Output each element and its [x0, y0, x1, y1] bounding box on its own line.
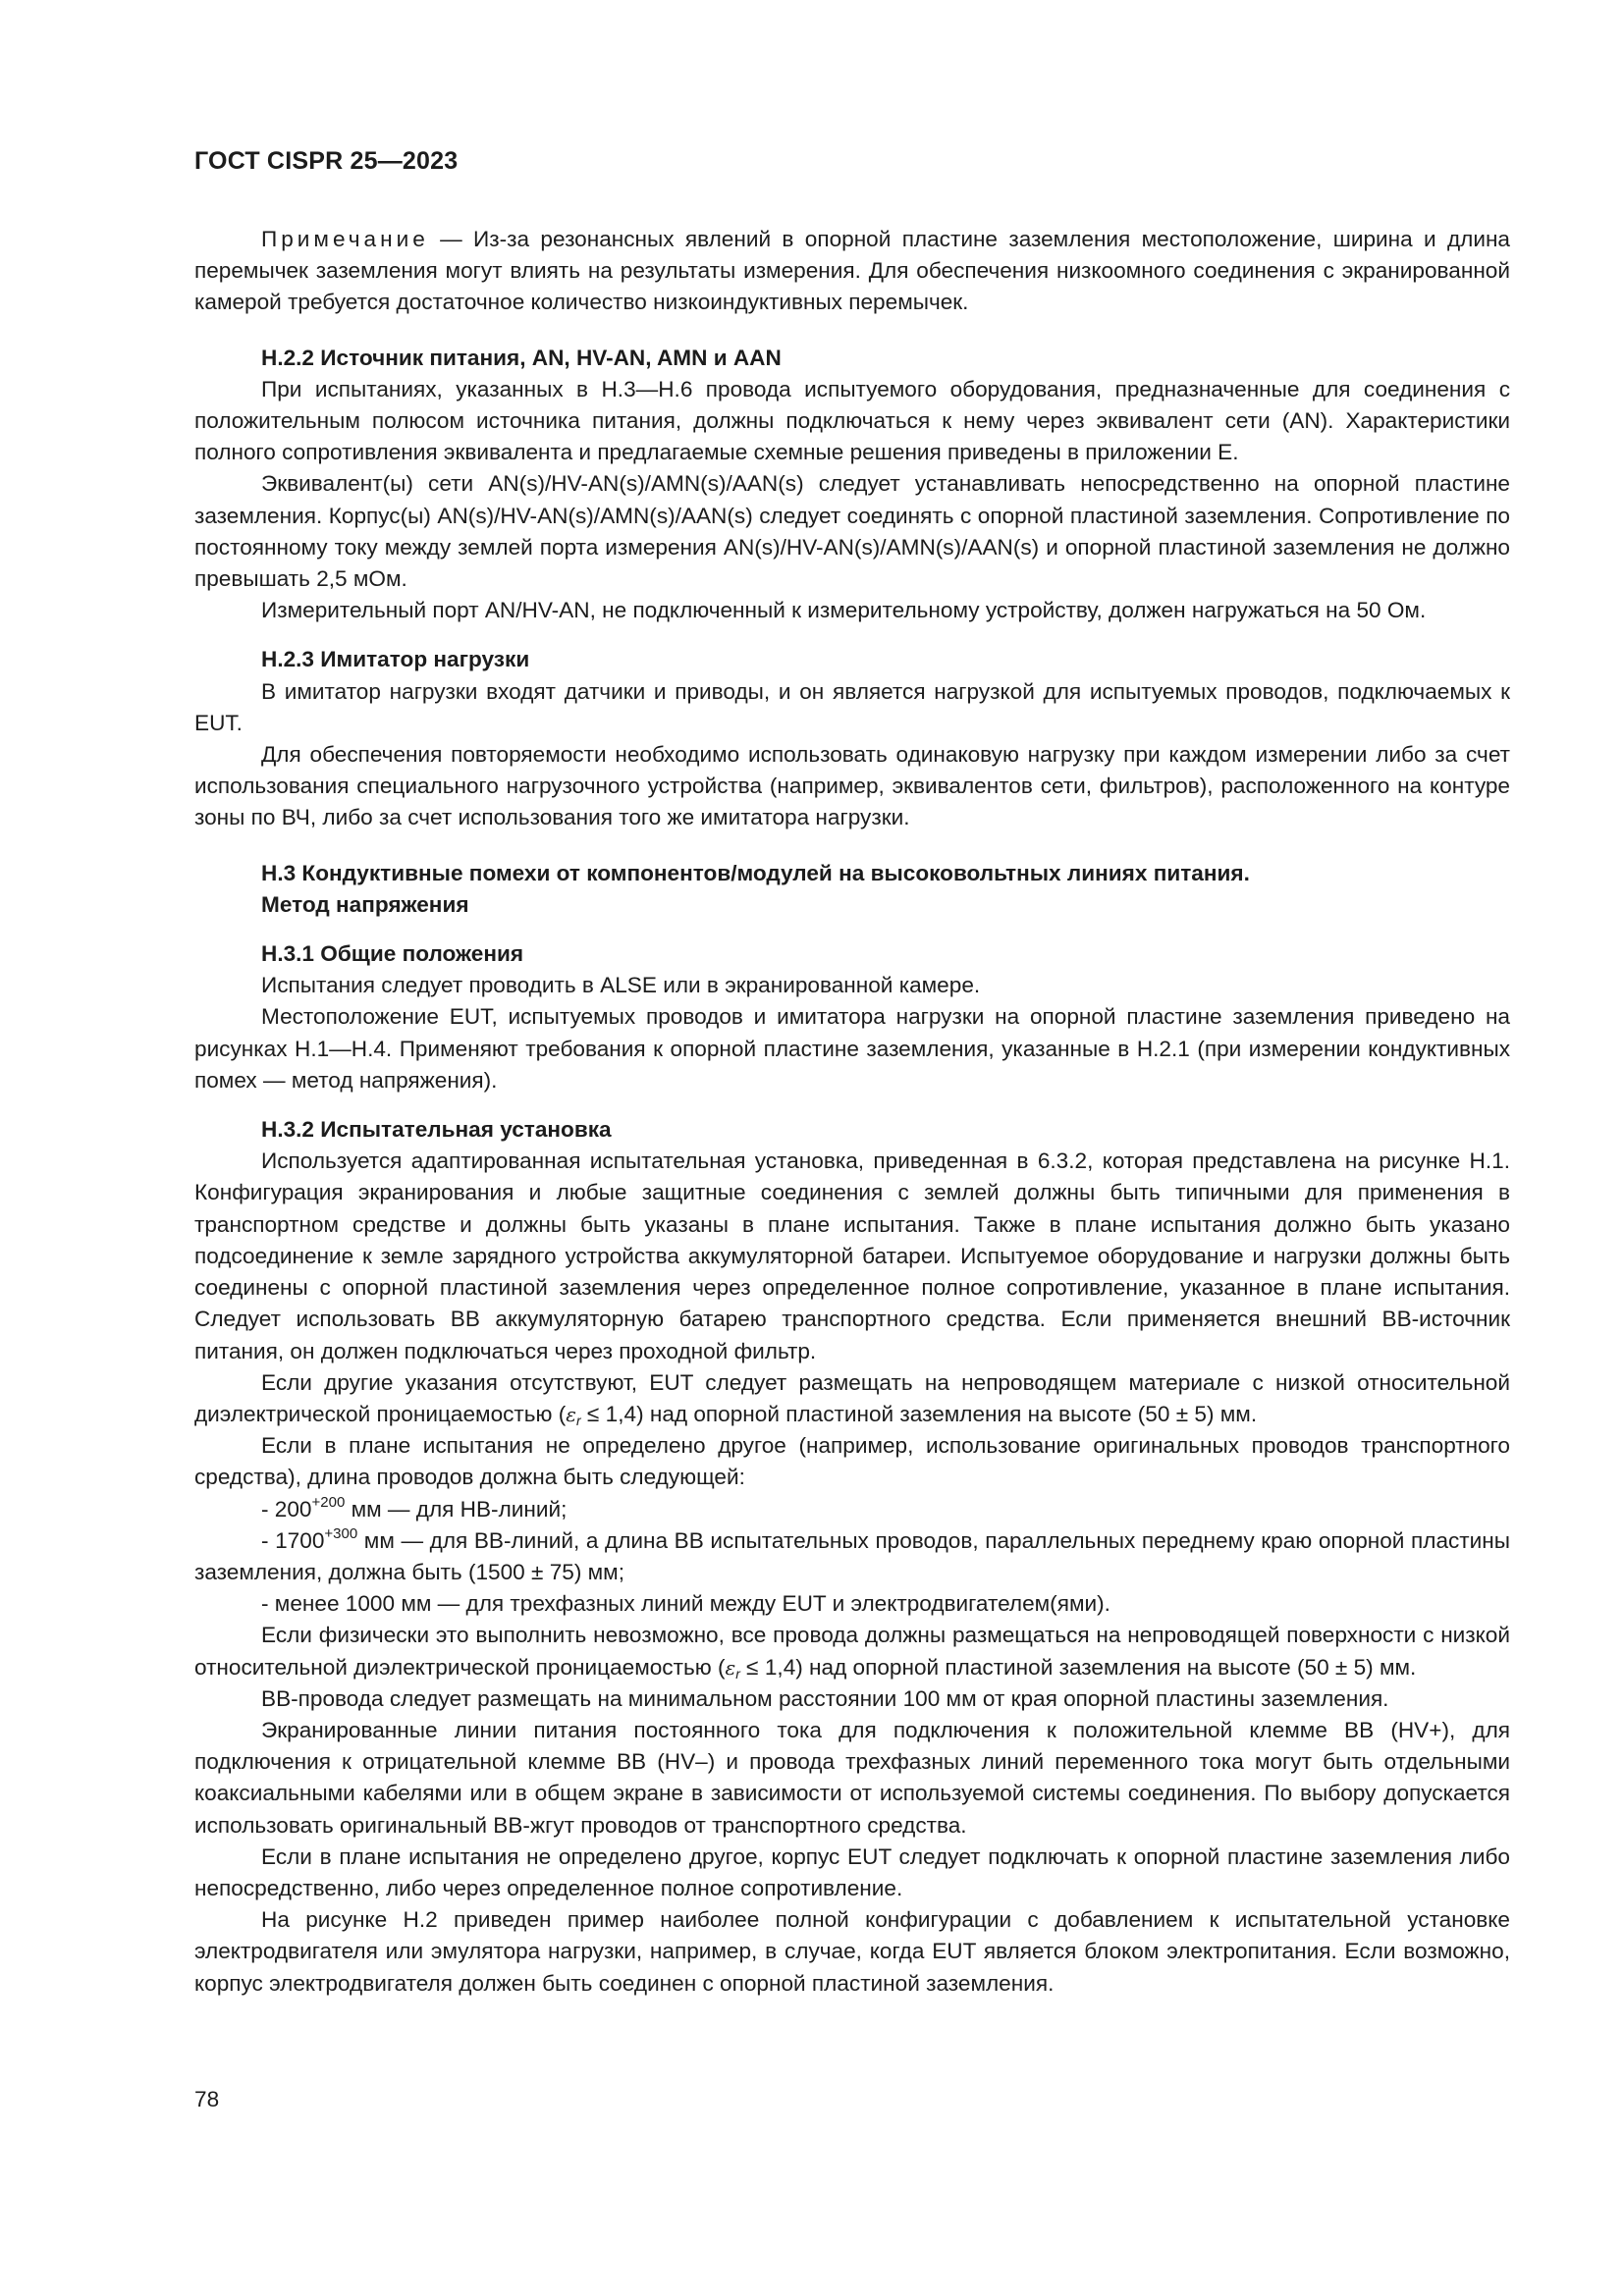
- epsilon-symbol: ε: [566, 1402, 577, 1426]
- section-h3-heading-line-2: Метод напряжения: [261, 891, 469, 917]
- section-h32-paragraph-4: [194, 1620, 1510, 1682]
- section-h32-paragraph-1: Используется адаптированная испытательная установка, приведенная в 6.3.2, которая представлена на рисунке H.1. Конфигурация экранирования и любые защитные соединения с землей должны быть типичными для применения в транспортном средстве и должны быть указаны в плане испытания. Также в плане испытания должно быть указано подсоединение к земле зарядного устройства аккумуляторной батареи. Испытуемое оборудование и нагрузки должны быть соединены с опорной пластиной заземления через определенное полное сопротивление, указанное в плане испытания. Следует использовать ВВ аккумуляторную батарею транспортного средства. Если применяется внешний ВВ-источник питания, он должен подключаться через проходной фильтр.: [194, 1148, 1510, 1363]
- text-run: Если другие указания отсутствуют, EUT следует размещать на непроводящем материале с низкой относительной диэлектрической проницаемостью (: [194, 1369, 1510, 1426]
- text-run: ≤ 1,4) над опорной пластиной заземления на высоте (50 ± 5) мм.: [739, 1654, 1417, 1680]
- section-h31-paragraph-2: Местоположение EUT, испытуемых проводов и имитатора нагрузки на опорной пластине заземления приведено на рисунках H.1—H.4. Применяют требования к опорной пластине заземления, указанные в H.2.1 (при измерении кондуктивных помех — метод напряжения).: [194, 1004, 1510, 1093]
- section-h3-heading: [194, 858, 1510, 921]
- section-h22-paragraph-3: Измерительный порт AN/HV-AN, не подключенный к измерительному устройству, должен нагружаться на 50 Ом.: [261, 598, 1427, 623]
- epsilon-subscript: r: [576, 1412, 581, 1428]
- document-body: [194, 224, 1510, 2000]
- epsilon-symbol: ε: [725, 1655, 736, 1680]
- section-h32-paragraph-2: [194, 1367, 1510, 1430]
- list-item: - менее 1000 мм — для трехфазных линий между EUT и электродвигателем(ями).: [261, 1591, 1110, 1617]
- list-item: [194, 1494, 1510, 1525]
- text-run: ≤ 1,4) над опорной пластиной заземления на высоте (50 ± 5) мм.: [580, 1401, 1258, 1426]
- section-h32-paragraph-7: Если в плане испытания не определено другое, корпус EUT следует подключать к опорной пластине заземления либо непосредственно, либо через определенное полное сопротивление.: [194, 1843, 1510, 1900]
- section-h23-paragraph-2: Для обеспечения повторяемости необходимо использовать одинаковую нагрузку при каждом измерении либо за счет использования специального нагрузочного устройства (например, эквивалентов сети, фильтров), расположенного на контуре зоны по ВЧ, либо за счет использования того же имитатора нагрузки.: [194, 742, 1510, 830]
- note-text: — Из-за резонансных явлений в опорной пластине заземления местоположение, ширина и длина перемычек заземления могут влиять на результаты измерения. Для обеспечения низкоомного соединения с экранированной камерой требуется достаточное количество низкоиндуктивных перемычек.: [194, 227, 1510, 315]
- section-h32-paragraph-3: Если в плане испытания не определено другое (например, использование оригинальных проводов транспортного средства), длина проводов должна быть следующей:: [194, 1433, 1510, 1490]
- section-h32-paragraph-5: ВВ-провода следует размещать на минимальном расстоянии 100 мм от края опорной пластины заземления.: [261, 1685, 1389, 1711]
- section-h22-paragraph-1: При испытаниях, указанных в H.3—H.6 провода испытуемого оборудования, предназначенные для соединения с положительным полюсом источника питания, должны подключаться к нему через эквивалент сети (AN). Характеристики полного сопротивления эквивалента и предлагаемые схемные решения приведены в приложении Е.: [194, 376, 1510, 465]
- section-h32-paragraph-8: На рисунке H.2 приведен пример наиболее полной конфигурации с добавлением к испытательной установке электродвигателя или эмулятора нагрузки, например, в случае, когда EUT является блоком электропитания. Если возможно, корпус электродвигателя должен быть соединен с опорной пластиной заземления.: [194, 1907, 1510, 1996]
- section-h22-paragraph-2: Эквивалент(ы) сети AN(s)/HV-AN(s)/AMN(s)/AAN(s) следует устанавливать непосредственно на опорной пластине заземления. Корпус(ы) AN(s)/HV-AN(s)/AMN(s)/AAN(s) следует соединять с опорной пластиной заземления. Сопротивление по постоянному току между землей порта измерения AN(s)/HV-AN(s)/AMN(s)/AAN(s) и опорной пластиной заземления не должно превышать 2,5 мОм.: [194, 471, 1510, 592]
- section-h23-paragraph-1: В имитатор нагрузки входят датчики и приводы, и он является нагрузкой для испытуемых проводов, подключаемых к EUT.: [194, 678, 1510, 735]
- text-run: мм — для НВ-линий;: [345, 1496, 568, 1522]
- page-number: 78: [194, 2087, 220, 2111]
- text-run: - 1700: [261, 1527, 325, 1553]
- section-h32-heading: H.3.2 Испытательная установка: [261, 1117, 612, 1143]
- section-h3-heading-line-1: H.3 Кондуктивные помехи от компонентов/модулей на высоковольтных линиях питания.: [261, 860, 1250, 885]
- section-h31-heading: H.3.1 Общие положения: [261, 941, 524, 967]
- tolerance-superscript: +300: [324, 1524, 358, 1542]
- document-header: ГОСТ CISPR 25—2023: [194, 147, 459, 175]
- section-h32-paragraph-6: Экранированные линии питания постоянного тока для подключения к положительной клемме ВВ (HV+), для подключения к отрицательной клемме ВВ (HV–) и провода трехфазных линий переменного тока могут быть отдельными коаксиальными кабелями или в общем экране в зависимости от используемой системы соединения. По выбору допускается использовать оригинальный ВВ-жгут проводов от транспортного средства.: [194, 1717, 1510, 1838]
- note-paragraph: [194, 224, 1510, 319]
- text-run: Если физически это выполнить невозможно, все провода должны размещаться на непроводящей поверхности с низкой относительной диэлектрической проницаемостью (: [194, 1623, 1510, 1680]
- section-h23-heading: H.2.3 Имитатор нагрузки: [261, 647, 530, 672]
- text-run: мм — для ВВ-линий, а длина ВВ испытательных проводов, параллельных переднему краю опорной пластины заземления, должна быть (1500 ± 75) мм;: [194, 1527, 1510, 1584]
- text-run: - 200: [261, 1496, 312, 1522]
- note-label: Примечание: [261, 227, 429, 251]
- tolerance-superscript: +200: [311, 1493, 346, 1511]
- section-h31-paragraph-1: Испытания следует проводить в ALSE или в экранированной камере.: [261, 973, 981, 998]
- epsilon-subscript: r: [735, 1665, 740, 1682]
- section-h22-heading: H.2.2 Источник питания, AN, HV-AN, AMN и AAN: [261, 345, 782, 370]
- list-item: [194, 1525, 1510, 1588]
